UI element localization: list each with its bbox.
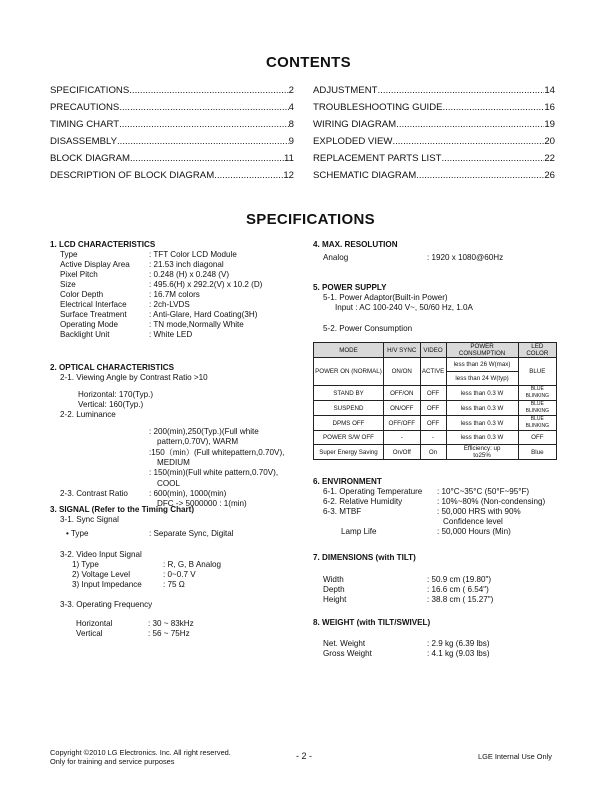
toc-left [50, 82, 294, 184]
spec-row: Size : 495.6(H) x 292.2(V) x 10.2 (D) [60, 280, 263, 289]
section-heading: 1. LCD CHARACTERISTICS [50, 240, 156, 249]
luminance-value: : 150(min)(Full white pattern,0.70V), [149, 468, 279, 477]
luminance-value: : 200(min),250(Typ.)(Full white [149, 427, 259, 436]
section-heading: 2. OPTICAL CHARACTERISTICS [50, 363, 174, 372]
table-header: VIDEO [420, 343, 446, 358]
video-row: 3) Input Impedance : 75 Ω [72, 580, 185, 589]
resolution-section [313, 240, 563, 263]
power-consumption-label: 5-2. Power Consumption [323, 324, 413, 333]
page-number: - 2 - [296, 751, 313, 761]
dimensions-section [313, 553, 563, 605]
table-row: Super Energy Saving On/Off On Efficiency: up to25% Blue [314, 445, 557, 460]
specifications-title: SPECIFICATIONS [246, 211, 375, 228]
internal-use-text: LGE Internal Use Only [478, 752, 552, 761]
spec-row: Pixel Pitch : 0.248 (H) x 0.248 (V) [60, 270, 230, 279]
toc-item[interactable]: DESCRIPTION OF BLOCK DIAGRAM ..... 12 [50, 167, 294, 184]
video-row: 2) Voltage Level : 0~0.7 V [72, 570, 196, 579]
training-text: Only for training and service purposes [50, 757, 175, 766]
toc-item[interactable]: EXPLODED VIEW ..... 20 [313, 133, 555, 150]
power-section [313, 283, 563, 334]
table-row: SUSPEND ON/OFF OFF less than 0.3 W BLUE BLINKING [314, 401, 557, 416]
luminance-value: MEDIUM [157, 458, 190, 467]
table-header: LED COLOR [518, 343, 556, 358]
toc-right [313, 82, 555, 184]
copyright-text: Copyright ©2010 LG Electronics. Inc. All right reserved. [50, 748, 231, 757]
table-row: POWER S/W OFF - - less than 0.3 W OFF [314, 431, 557, 445]
spec-row: Operating Mode : TN mode,Normally White [60, 320, 244, 329]
weight-section [313, 618, 563, 659]
footer-left [50, 748, 231, 766]
toc-item[interactable]: TIMING CHART ..... 8 [50, 116, 294, 133]
contrast-row: 2-3. Contrast Ratio : 600(min), 1000(min) [60, 489, 227, 498]
spec-row: Type : TFT Color LCD Module [60, 250, 237, 259]
dimension-row: Depth : 16.6 cm ( 6.54") [323, 585, 489, 594]
toc-item[interactable]: SPECIFICATIONS ..... 2 [50, 82, 294, 99]
signal-section [50, 505, 310, 639]
env-row: Lamp Life : 50,000 Hours (Min) [341, 527, 511, 536]
toc-item[interactable]: BLOCK DIAGRAM ..... 11 [50, 150, 294, 167]
power-table [313, 342, 557, 460]
section-heading: 4. MAX. RESOLUTION [313, 240, 398, 249]
toc-item[interactable]: ADJUSTMENT ..... 14 [313, 82, 555, 99]
env-row: 6-3. MTBF : 50,000 HRS with 90% [323, 507, 521, 516]
toc-item[interactable]: PRECAUTIONS ..... 4 [50, 99, 294, 116]
section-heading: 6. ENVIRONMENT [313, 477, 382, 486]
env-row: 6-2. Relative Humidity : 10%~80% (Non-condensing) [323, 497, 546, 506]
table-row: STAND BY OFF/ON OFF less than 0.3 W BLUE BLINKING [314, 386, 557, 401]
table-header: H/V SYNC [383, 343, 420, 358]
frequency-row: Horizontal : 30 ~ 83kHz [76, 619, 194, 628]
table-header: MODE [314, 343, 384, 358]
spec-row: Electrical Interface : 2ch-LVDS [60, 300, 190, 309]
spec-row: Surface Treatment : Anti-Glare, Hard Coating(3H) [60, 310, 258, 319]
dimension-row: Height : 38.8 cm ( 15.27") [323, 595, 494, 604]
table-row: POWER ON (NORMAL) ON/ON ACTIVE less than 26 W(max) BLUE [314, 358, 557, 372]
env-row: 6-1. Operating Temperature : 10°C~35°C (50°F~95°F) [323, 487, 530, 496]
weight-row: Net. Weight : 2.9 kg (6.39 lbs) [323, 639, 490, 648]
video-row: 1) Type : R, G, B Analog [72, 560, 222, 569]
view-angle-label: 2-1. Viewing Angle by Contrast Ratio >10 [60, 373, 208, 382]
table-row: less than 24 W(typ) [314, 372, 557, 386]
table-header-row [314, 343, 557, 358]
optical-section [50, 363, 310, 509]
power-input: Input : AC 100-240 V~, 50/60 Hz, 1.0A [335, 303, 473, 312]
luminance-value: :150（min）(Full whitepattern,0.70V), [149, 448, 285, 457]
toc-item[interactable]: WIRING DIAGRAM ..... 19 [313, 116, 555, 133]
table-row: DPMS OFF OFF/OFF OFF less than 0.3 W BLUE BLINKING [314, 416, 557, 431]
sync-type-row: • Type : Separate Sync, Digital [66, 529, 234, 538]
toc-item[interactable]: SCHEMATIC DIAGRAM ..... 26 [313, 167, 555, 184]
weight-row: Gross Weight : 4.1 kg (9.03 lbs) [323, 649, 490, 658]
spec-row: Color Depth : 16.7M colors [60, 290, 200, 299]
dfc-value: DFC -> 5000000 : 1(min) [157, 499, 247, 508]
dimension-row: Width : 50.9 cm (19.80") [323, 575, 492, 584]
video-input-label: 3-2. Video Input Signal [60, 550, 142, 559]
section-heading: 7. DIMENSIONS (with TILT) [313, 553, 416, 562]
sync-label: 3-1. Sync Signal [60, 515, 119, 524]
spec-row: Backlight Unit : White LED [60, 330, 193, 339]
section-heading: 5. POWER SUPPLY [313, 283, 387, 292]
luminance-value: pattern,0.70V), WARM [157, 437, 239, 446]
power-adaptor: 5-1. Power Adaptor(Built-in Power) [323, 293, 448, 302]
toc-item[interactable]: DISASSEMBLY ..... 9 [50, 133, 294, 150]
luminance-label: 2-2. Luminance [60, 410, 116, 419]
resolution-row: Analog : 1920 x 1080@60Hz [323, 253, 504, 262]
table-header: POWER CONSUMPTION [446, 343, 518, 358]
environment-section [313, 477, 563, 537]
luminance-value: COOL [157, 479, 180, 488]
frequency-label: 3-3. Operating Frequency [60, 600, 153, 609]
vertical-angle: Vertical: 160(Typ.) [78, 400, 144, 409]
contents-title: CONTENTS [266, 54, 351, 71]
toc-item[interactable]: TROUBLESHOOTING GUIDE ..... 16 [313, 99, 555, 116]
section-heading: 8. WEIGHT (with TILT/SWIVEL) [313, 618, 431, 627]
env-value: Confidence level [443, 517, 503, 526]
spec-row: Active Display Area : 21.53 inch diagonal [60, 260, 224, 269]
section-heading: 3. SIGNAL (Refer to the Timing Chart) [50, 505, 195, 514]
lcd-section [50, 240, 310, 340]
frequency-row: Vertical : 56 ~ 75Hz [76, 629, 190, 638]
toc-item[interactable]: REPLACEMENT PARTS LIST ..... 22 [313, 150, 555, 167]
horizontal-angle: Horizontal: 170(Typ.) [78, 390, 154, 399]
